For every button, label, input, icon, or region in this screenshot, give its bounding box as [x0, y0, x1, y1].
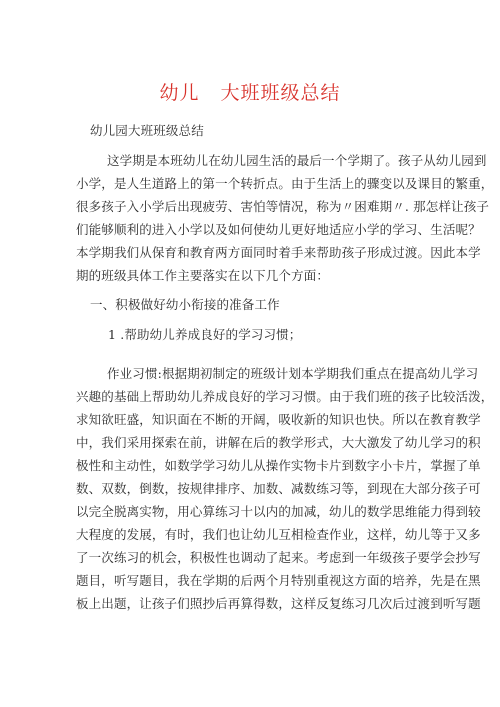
paragraph-line: 兴趣的基础上帮助幼儿养成良好的学习习惯。由于我们班的孩子比较活泼，	[76, 389, 494, 404]
document-title: 幼儿 大班班级总结	[159, 82, 341, 104]
paragraph-line: 题目，听写题目，我在学期的后两个月特别重视这方面的培养，先是在黑	[76, 573, 481, 588]
paragraph-line: 求知欲旺盛，知识面在不断的开阔，吸收新的知识也快。所以在教育教学	[76, 412, 481, 427]
paragraph-line: 中，我们采用探索在前，讲解在后的教学形式，大大激发了幼儿学习的积	[76, 435, 481, 450]
paragraph-line: 以完全脱离实物，用心算练习十以内的加减，幼儿的数学思维能力得到较	[76, 504, 481, 519]
paragraph-line: 数、双数，倒数，按规律排序、加数、减数练习等，到现在大部分孩子可	[76, 481, 481, 496]
paragraph-line: 很多孩子入小学后出现疲劳、害怕等情况，称为〃困难期〃. 那怎样让孩子	[76, 199, 490, 214]
paragraph-line: 小学，是人生道路上的第一个转折点。由于生活上的骤变以及课目的繁重，	[76, 176, 494, 191]
paragraph-line: 大程度的发展，有时，我们也让幼儿互相检查作业，这样，幼儿等于又多	[76, 527, 481, 542]
paragraph-line: 极性和主动性，如数学学习幼儿从操作实物卡片到数字小卡片，掌握了单	[76, 458, 481, 473]
paragraph-line: 作业习惯:根据期初制定的班级计划本学期我们重点在提高幼儿学习	[107, 366, 479, 381]
paragraph-line: 期的班级具体工作主要落实在以下几个方面：	[76, 268, 330, 283]
paragraph-line: 本学期我们从保育和教育两方面同时着手来帮助孩子形成过渡。因此本学	[76, 245, 481, 260]
document-subtitle: 幼儿园大班班级总结	[90, 123, 204, 138]
paragraph-line: 们能够顺利的进入小学以及如何使幼儿更好地适应小学的学习、生活呢？	[76, 222, 481, 237]
paragraph-line: 板上出题，让孩子们照抄后再算得数，这样反复练习几次后过渡到听写题	[76, 596, 481, 611]
section-heading: 一、积极做好幼小衔接的准备工作	[90, 297, 280, 312]
subsection-heading: 1 .帮助幼儿养成良好的学习习惯；	[108, 327, 302, 342]
paragraph-line: 了一次练习的机会，积极性也调动了起来。考虑到一年级孩子要学会抄写	[76, 550, 481, 565]
paragraph-line: 这学期是本班幼儿在幼儿园生活的最后一个学期了。孩子从幼儿园到	[107, 153, 487, 168]
